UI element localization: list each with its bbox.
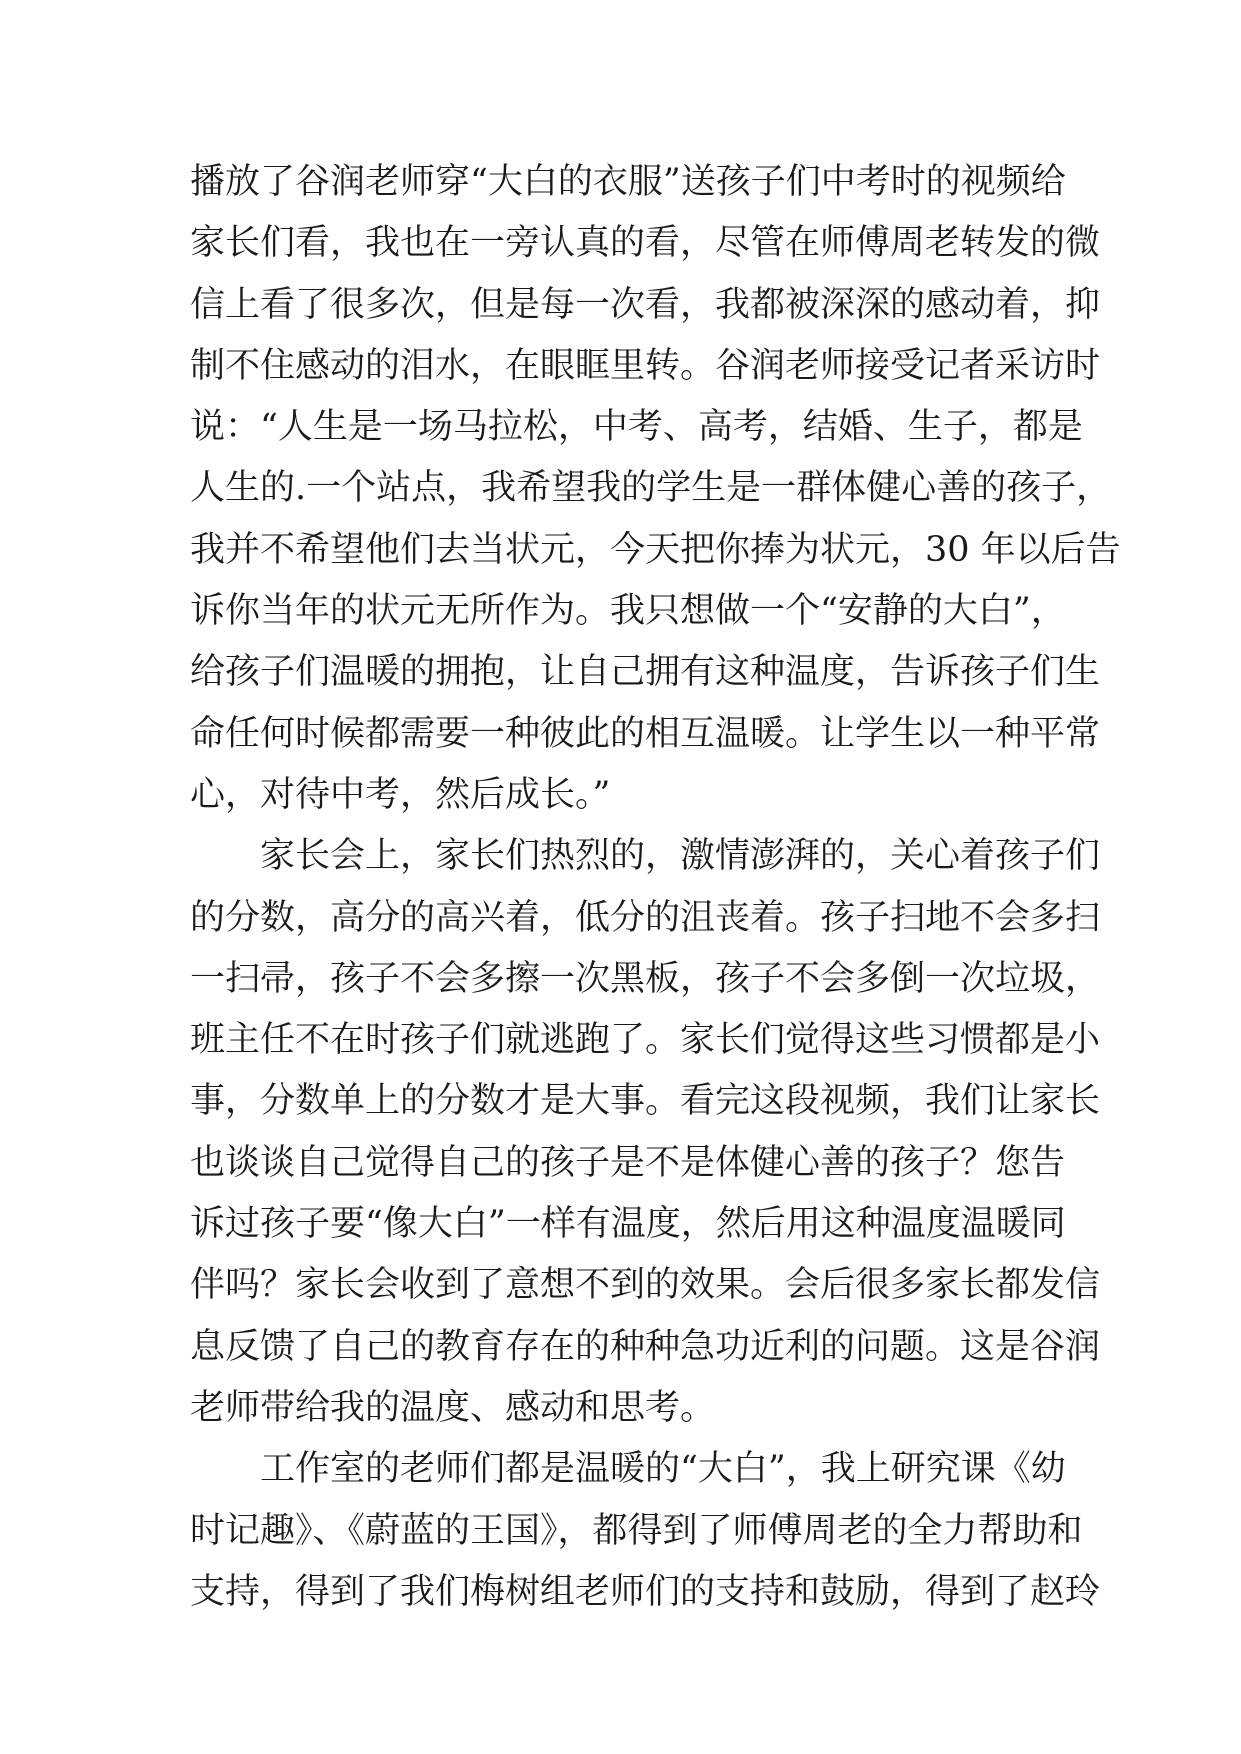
text-line: 人生的.一个站点，我希望我的学生是一群体健心善的孩子， <box>190 468 1112 509</box>
text-line: 支持，得到了我们梅树组老师们的支持和鼓励，得到了赵玲 <box>190 1571 1101 1612</box>
text-line: 班主任不在时孩子们就逃跑了。家长们觉得这些习惯都是小 <box>190 1020 1101 1061</box>
text-line: 给孩子们温暖的拥抱，让自己拥有这种温度，告诉孩子们生 <box>190 652 1101 693</box>
body-text <box>190 152 1121 1623</box>
text-line: 也谈谈自己觉得自己的孩子是不是体健心善的孩子？您告 <box>190 1142 1066 1183</box>
text-line: 命任何时候都需要一种彼此的相互温暖。让学生以一种平常 <box>190 713 1101 754</box>
text-line: 事，分数单上的分数才是大事。看完这段视频，我们让家长 <box>190 1081 1101 1122</box>
text-line: 播放了谷润老师穿“大白的衣服”送孩子们中考时的视频给 <box>190 162 1066 202</box>
text-line: 诉过孩子要“像大白”一样有温度，然后用这种温度温暖同 <box>190 1204 1066 1245</box>
text-line: 我并不希望他们去当状元，今天把你捧为状元，30 年以后告 <box>190 529 1121 570</box>
text-line: 工作室的老师们都是温暖的“大白”，我上研究课《幼 <box>260 1449 1066 1490</box>
text-line: 的分数，高分的高兴着，低分的沮丧着。孩子扫地不会多扫 <box>190 897 1101 938</box>
text-line: 家长会上，家长们热烈的，激情澎湃的，关心着孩子们 <box>260 836 1101 877</box>
text-line: 家长们看，我也在一旁认真的看，尽管在师傅周老转发的微 <box>190 223 1101 264</box>
text-line: 信上看了很多次，但是每一次看，我都被深深的感动着，抑 <box>190 284 1101 325</box>
text-line: 说：“人生是一场马拉松，中考、高考，结婚、生子，都是 <box>190 407 1083 448</box>
text-line: 息反馈了自己的教育存在的种种急功近利的问题。这是谷润 <box>190 1326 1101 1367</box>
text-line: 制不住感动的泪水，在眼眶里转。谷润老师接受记者采访时 <box>190 345 1101 386</box>
text-line: 一扫帚，孩子不会多擦一次黑板，孩子不会多倒一次垃圾， <box>190 958 1101 999</box>
text-line: 心，对待中考，然后成长。” <box>190 774 611 815</box>
text-line: 伴吗？家长会收到了意想不到的效果。会后很多家长都发信 <box>190 1265 1101 1306</box>
text-line: 老师带给我的温度、感动和思考。 <box>190 1387 716 1428</box>
text-line: 诉你当年的状元无所作为。我只想做一个“安静的大白”， <box>190 591 1066 632</box>
text-line: 时记趣》、《蔚蓝的王国》，都得到了师傅周老的全力帮助和 <box>190 1510 1083 1551</box>
